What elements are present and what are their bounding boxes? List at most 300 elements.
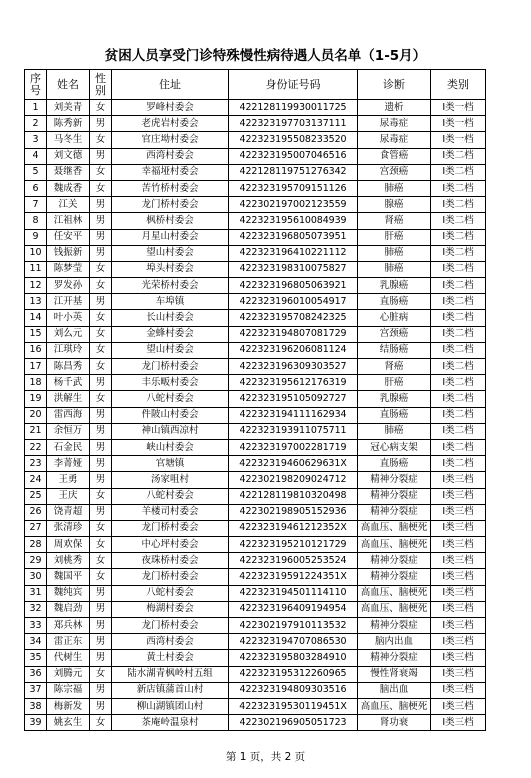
cell-category: Ⅰ类一档 [431, 132, 486, 148]
cell-diagnosis: 精神分裂症 [358, 472, 431, 488]
cell-gender: 女 [90, 132, 112, 148]
cell-diagnosis: 精神分裂症 [358, 553, 431, 569]
cell-name: 叶小英 [47, 310, 90, 326]
table-row [25, 261, 486, 277]
cell-index: 7 [25, 197, 47, 213]
cell-index: 11 [25, 261, 47, 277]
cell-name: 魏纯宾 [47, 585, 90, 601]
cell-address: 西湾村委会 [112, 148, 229, 164]
cell-diagnosis: 肾癌 [358, 213, 431, 229]
cell-index: 39 [25, 715, 47, 731]
cell-name: 魏成香 [47, 180, 90, 196]
cell-index: 37 [25, 682, 47, 698]
cell-category: Ⅰ类二档 [431, 245, 486, 261]
cell-name: 陈梦莹 [47, 261, 90, 277]
cell-gender: 女 [90, 553, 112, 569]
cell-gender: 男 [90, 682, 112, 698]
cell-id-number: 42232319460629631X [229, 456, 358, 472]
cell-gender: 女 [90, 520, 112, 536]
cell-gender: 男 [90, 472, 112, 488]
cell-category: Ⅰ类二档 [431, 342, 486, 358]
column-header-address: 住址 [112, 70, 229, 100]
cell-index: 28 [25, 537, 47, 553]
cell-address: 官庄坳村委会 [112, 132, 229, 148]
cell-name: 雷西海 [47, 407, 90, 423]
cell-gender: 男 [90, 116, 112, 132]
cell-address: 神山镇西凉村 [112, 423, 229, 439]
cell-address: 龙门桥村委会 [112, 569, 229, 585]
cell-category: Ⅰ类二档 [431, 164, 486, 180]
cell-name: 饶青超 [47, 504, 90, 520]
page-title: 贫困人员享受门诊特殊慢性病待遇人员名单（1-5月） [104, 48, 427, 64]
cell-name: 罗发孙 [47, 278, 90, 294]
cell-category: Ⅰ类二档 [431, 197, 486, 213]
cell-address: 茶庵岭温泉村 [112, 715, 229, 731]
cell-id-number: 422323195312260965 [229, 666, 358, 682]
cell-index: 34 [25, 634, 47, 650]
cell-diagnosis: 心脏病 [358, 310, 431, 326]
cell-name: 张清珍 [47, 520, 90, 536]
cell-category: Ⅰ类二档 [431, 148, 486, 164]
cell-index: 25 [25, 488, 47, 504]
cell-category: Ⅰ类二档 [431, 456, 486, 472]
cell-category: Ⅰ类三档 [431, 698, 486, 714]
table-row [25, 164, 486, 180]
cell-category: Ⅰ类二档 [431, 391, 486, 407]
table-row [25, 391, 486, 407]
cell-name: 江开基 [47, 294, 90, 310]
table-row [25, 407, 486, 423]
cell-id-number: 422128119930011725 [229, 100, 358, 116]
cell-id-number: 422323195508233520 [229, 132, 358, 148]
cell-name: 余恒万 [47, 423, 90, 439]
cell-category: Ⅰ类一档 [431, 116, 486, 132]
cell-id-number: 422323193911075711 [229, 423, 358, 439]
cell-address: 西湾村委会 [112, 634, 229, 650]
cell-name: 杨千武 [47, 375, 90, 391]
cell-diagnosis: 结肠癌 [358, 342, 431, 358]
cell-diagnosis: 精神分裂症 [358, 504, 431, 520]
cell-index: 24 [25, 472, 47, 488]
cell-id-number: 422323195803284910 [229, 650, 358, 666]
cell-index: 31 [25, 585, 47, 601]
cell-address: 埠头村委会 [112, 261, 229, 277]
cell-name: 江琪玲 [47, 342, 90, 358]
cell-index: 4 [25, 148, 47, 164]
column-header-category: 类别 [431, 70, 486, 100]
column-header-id-number: 身份证号码 [229, 70, 358, 100]
cell-address: 官塘镇 [112, 456, 229, 472]
table-row [25, 229, 486, 245]
cell-name: 雷正东 [47, 634, 90, 650]
cell-category: Ⅰ类二档 [431, 423, 486, 439]
cell-gender: 女 [90, 180, 112, 196]
cell-address: 望山村委会 [112, 342, 229, 358]
cell-gender: 女 [90, 310, 112, 326]
cell-name: 李菁娅 [47, 456, 90, 472]
cell-gender: 女 [90, 715, 112, 731]
cell-id-number: 422323196805073951 [229, 229, 358, 245]
table-row [25, 634, 486, 650]
table-row [25, 116, 486, 132]
table-row [25, 569, 486, 585]
cell-index: 22 [25, 439, 47, 455]
cell-diagnosis: 精神分裂症 [358, 650, 431, 666]
cell-name: 刘腾元 [47, 666, 90, 682]
cell-id-number: 422302197910113532 [229, 618, 358, 634]
cell-category: Ⅰ类二档 [431, 407, 486, 423]
cell-diagnosis: 尿毒症 [358, 116, 431, 132]
cell-index: 29 [25, 553, 47, 569]
cell-id-number: 422323195210121729 [229, 537, 358, 553]
table-row [25, 326, 486, 342]
cell-gender: 男 [90, 375, 112, 391]
cell-address: 汤家咀村 [112, 472, 229, 488]
cell-category: Ⅰ类三档 [431, 682, 486, 698]
cell-index: 3 [25, 132, 47, 148]
cell-gender: 男 [90, 245, 112, 261]
cell-diagnosis: 精神分裂症 [358, 569, 431, 585]
cell-diagnosis: 直肠癌 [358, 456, 431, 472]
cell-diagnosis: 肺癌 [358, 245, 431, 261]
cell-gender: 男 [90, 229, 112, 245]
cell-id-number: 422323195007046516 [229, 148, 358, 164]
cell-address: 八蛇村委会 [112, 488, 229, 504]
cell-diagnosis: 精神分裂症 [358, 618, 431, 634]
cell-gender: 男 [90, 504, 112, 520]
cell-diagnosis: 肺癌 [358, 261, 431, 277]
cell-gender: 女 [90, 537, 112, 553]
cell-address: 陆水湖青枫岭村五组 [112, 666, 229, 682]
cell-address: 羊楼司村委会 [112, 504, 229, 520]
cell-diagnosis: 食管癌 [358, 148, 431, 164]
cell-id-number: 422323194111162934 [229, 407, 358, 423]
cell-diagnosis: 乳腺癌 [358, 391, 431, 407]
cell-diagnosis: 冠心病支架 [358, 439, 431, 455]
cell-category: Ⅰ类二档 [431, 439, 486, 455]
cell-address: 枫桥村委会 [112, 213, 229, 229]
cell-category: Ⅰ类三档 [431, 585, 486, 601]
table-row [25, 682, 486, 698]
cell-diagnosis: 高血压、脑梗死 [358, 601, 431, 617]
cell-diagnosis: 乳腺癌 [358, 278, 431, 294]
cell-id-number: 422302197002123559 [229, 197, 358, 213]
cell-category: Ⅰ类三档 [431, 488, 486, 504]
cell-category: Ⅰ类三档 [431, 601, 486, 617]
cell-name: 陈昌秀 [47, 359, 90, 375]
cell-diagnosis: 脑内出血 [358, 634, 431, 650]
cell-category: Ⅰ类二档 [431, 359, 486, 375]
cell-name: 刘桃秀 [47, 553, 90, 569]
table-row [25, 472, 486, 488]
cell-id-number: 422323195709151126 [229, 180, 358, 196]
cell-id-number: 422128119751276342 [229, 164, 358, 180]
cell-category: Ⅰ类三档 [431, 650, 486, 666]
cell-index: 26 [25, 504, 47, 520]
table-row [25, 359, 486, 375]
cell-address: 罗峰村委会 [112, 100, 229, 116]
cell-address: 光荣桥村委会 [112, 278, 229, 294]
table-header-row [25, 70, 486, 100]
cell-diagnosis: 尿毒症 [358, 132, 431, 148]
cell-gender: 女 [90, 278, 112, 294]
table-row [25, 197, 486, 213]
cell-address: 老虎岩村委会 [112, 116, 229, 132]
cell-name: 陈秀新 [47, 116, 90, 132]
cell-index: 18 [25, 375, 47, 391]
cell-gender: 女 [90, 342, 112, 358]
cell-name: 石金民 [47, 439, 90, 455]
cell-address: 八蛇村委会 [112, 391, 229, 407]
cell-diagnosis: 慢性肾衰竭 [358, 666, 431, 682]
cell-diagnosis: 高血压、脑梗死 [358, 520, 431, 536]
cell-gender: 女 [90, 164, 112, 180]
cell-gender: 女 [90, 326, 112, 342]
cell-index: 6 [25, 180, 47, 196]
cell-category: Ⅰ类三档 [431, 520, 486, 536]
cell-id-number: 422323194809303516 [229, 682, 358, 698]
cell-id-number: 422323198310075827 [229, 261, 358, 277]
cell-category: Ⅰ类二档 [431, 213, 486, 229]
page-footer: 第 1 页，共 2 页 [225, 751, 306, 763]
cell-gender: 女 [90, 261, 112, 277]
table-row [25, 375, 486, 391]
cell-gender: 男 [90, 618, 112, 634]
cell-category: Ⅰ类二档 [431, 229, 486, 245]
cell-address: 月星山村委会 [112, 229, 229, 245]
cell-diagnosis: 脑出血 [358, 682, 431, 698]
cell-diagnosis: 直肠癌 [358, 294, 431, 310]
cell-index: 30 [25, 569, 47, 585]
cell-index: 5 [25, 164, 47, 180]
table-row [25, 132, 486, 148]
table-row [25, 100, 486, 116]
cell-index: 9 [25, 229, 47, 245]
cell-name: 江祖林 [47, 213, 90, 229]
cell-address: 新店镇蒲首山村 [112, 682, 229, 698]
cell-gender: 男 [90, 456, 112, 472]
cell-index: 20 [25, 407, 47, 423]
cell-gender: 男 [90, 294, 112, 310]
cell-address: 幸福垭村委会 [112, 164, 229, 180]
cell-address: 丰乐畈村委会 [112, 375, 229, 391]
cell-category: Ⅰ类二档 [431, 326, 486, 342]
cell-diagnosis: 高血压、脑梗死 [358, 698, 431, 714]
cell-category: Ⅰ类三档 [431, 569, 486, 585]
cell-id-number: 422128119810320498 [229, 488, 358, 504]
table-row [25, 504, 486, 520]
cell-name: 洪解生 [47, 391, 90, 407]
cell-category: Ⅰ类二档 [431, 278, 486, 294]
cell-id-number: 422323195708242325 [229, 310, 358, 326]
table-row [25, 439, 486, 455]
cell-diagnosis: 腺癌 [358, 197, 431, 213]
cell-diagnosis: 肺癌 [358, 423, 431, 439]
cell-diagnosis: 高血压、脑梗死 [358, 585, 431, 601]
cell-name: 任安平 [47, 229, 90, 245]
cell-gender: 男 [90, 585, 112, 601]
column-header-gender: 性别 [90, 70, 112, 100]
cell-name: 梅新发 [47, 698, 90, 714]
cell-id-number: 422323196010054917 [229, 294, 358, 310]
cell-address: 金蜂村委会 [112, 326, 229, 342]
table-row [25, 715, 486, 731]
cell-address: 夜珠桥村委会 [112, 553, 229, 569]
cell-category: Ⅰ类三档 [431, 618, 486, 634]
cell-category: Ⅰ类二档 [431, 310, 486, 326]
cell-name: 姚玄生 [47, 715, 90, 731]
table-row [25, 520, 486, 536]
cell-category: Ⅰ类三档 [431, 715, 486, 731]
cell-index: 35 [25, 650, 47, 666]
cell-address: 峡山村委会 [112, 439, 229, 455]
cell-gender: 女 [90, 569, 112, 585]
cell-gender: 男 [90, 650, 112, 666]
cell-index: 1 [25, 100, 47, 116]
cell-id-number: 422302198905152936 [229, 504, 358, 520]
cell-address: 龙门桥村委会 [112, 197, 229, 213]
table-row [25, 342, 486, 358]
cell-id-number: 422323196410221112 [229, 245, 358, 261]
cell-id-number: 422323195105092727 [229, 391, 358, 407]
cell-name: 刘文德 [47, 148, 90, 164]
table-body [25, 100, 486, 731]
cell-address: 龙门桥村委会 [112, 520, 229, 536]
cell-index: 32 [25, 601, 47, 617]
cell-index: 33 [25, 618, 47, 634]
cell-index: 16 [25, 342, 47, 358]
cell-index: 36 [25, 666, 47, 682]
cell-id-number: 422323196309303527 [229, 359, 358, 375]
cell-index: 12 [25, 278, 47, 294]
cell-index: 17 [25, 359, 47, 375]
cell-diagnosis: 高血压、脑梗死 [358, 537, 431, 553]
cell-gender: 男 [90, 213, 112, 229]
cell-id-number: 422302198209024712 [229, 472, 358, 488]
cell-gender: 男 [90, 197, 112, 213]
cell-name: 马冬生 [47, 132, 90, 148]
cell-category: Ⅰ类三档 [431, 634, 486, 650]
cell-diagnosis: 遗析 [358, 100, 431, 116]
cell-address: 柳山湖镇团山村 [112, 698, 229, 714]
cell-name: 王庆 [47, 488, 90, 504]
cell-id-number: 422323195610084939 [229, 213, 358, 229]
cell-name: 魏国平 [47, 569, 90, 585]
cell-diagnosis: 肾癌 [358, 359, 431, 375]
cell-diagnosis: 肾功衰 [358, 715, 431, 731]
cell-diagnosis: 精神分裂症 [358, 488, 431, 504]
cell-gender: 男 [90, 601, 112, 617]
cell-index: 27 [25, 520, 47, 536]
cell-address: 望山村委会 [112, 245, 229, 261]
table-row [25, 180, 486, 196]
cell-category: Ⅰ类三档 [431, 553, 486, 569]
table-row [25, 213, 486, 229]
cell-name: 代树生 [47, 650, 90, 666]
cell-id-number: 422302196905051723 [229, 715, 358, 731]
table-row [25, 537, 486, 553]
cell-id-number: 422323197002281719 [229, 439, 358, 455]
cell-gender: 女 [90, 359, 112, 375]
cell-category: Ⅰ类一档 [431, 100, 486, 116]
cell-index: 2 [25, 116, 47, 132]
cell-id-number: 422323194501114110 [229, 585, 358, 601]
table-row [25, 456, 486, 472]
cell-diagnosis: 肺癌 [358, 180, 431, 196]
cell-index: 14 [25, 310, 47, 326]
table-row [25, 553, 486, 569]
cell-name: 郑兵林 [47, 618, 90, 634]
table-row [25, 650, 486, 666]
table-row [25, 601, 486, 617]
cell-name: 王勇 [47, 472, 90, 488]
cell-index: 10 [25, 245, 47, 261]
cell-category: Ⅰ类二档 [431, 294, 486, 310]
cell-gender: 男 [90, 698, 112, 714]
cell-name: 刘么元 [47, 326, 90, 342]
cell-gender: 女 [90, 488, 112, 504]
cell-address: 龙门桥村委会 [112, 618, 229, 634]
cell-id-number: 422323196206081124 [229, 342, 358, 358]
cell-gender: 男 [90, 439, 112, 455]
table-row [25, 666, 486, 682]
cell-index: 38 [25, 698, 47, 714]
cell-name: 刘美青 [47, 100, 90, 116]
cell-index: 23 [25, 456, 47, 472]
cell-address: 车埠镇 [112, 294, 229, 310]
cell-name: 陈宗福 [47, 682, 90, 698]
cell-address: 龙门桥村委会 [112, 359, 229, 375]
column-header-diagnosis: 诊断 [358, 70, 431, 100]
cell-diagnosis: 肝癌 [358, 375, 431, 391]
cell-index: 21 [25, 423, 47, 439]
roster-table [24, 69, 486, 731]
cell-name: 周欢保 [47, 537, 90, 553]
cell-id-number: 422323196005253524 [229, 553, 358, 569]
cell-category: Ⅰ类三档 [431, 504, 486, 520]
cell-name: 聂继香 [47, 164, 90, 180]
table-row [25, 278, 486, 294]
cell-name: 魏启劲 [47, 601, 90, 617]
table-row [25, 488, 486, 504]
cell-category: Ⅰ类三档 [431, 537, 486, 553]
cell-address: 八蛇村委会 [112, 585, 229, 601]
cell-diagnosis: 肝癌 [358, 229, 431, 245]
cell-diagnosis: 宫颈癌 [358, 326, 431, 342]
cell-name: 江关 [47, 197, 90, 213]
cell-gender: 男 [90, 634, 112, 650]
cell-index: 15 [25, 326, 47, 342]
cell-id-number: 422323194807081729 [229, 326, 358, 342]
cell-gender: 男 [90, 423, 112, 439]
cell-address: 件陂山村委会 [112, 407, 229, 423]
cell-address: 长山村委会 [112, 310, 229, 326]
cell-id-number: 42232319591224351X [229, 569, 358, 585]
cell-id-number: 422323195612176319 [229, 375, 358, 391]
cell-index: 13 [25, 294, 47, 310]
cell-id-number: 422323196805063921 [229, 278, 358, 294]
cell-diagnosis: 宫颈癌 [358, 164, 431, 180]
cell-address: 梅湖村委会 [112, 601, 229, 617]
cell-gender: 女 [90, 666, 112, 682]
cell-gender: 女 [90, 391, 112, 407]
table-row [25, 294, 486, 310]
table-row [25, 698, 486, 714]
cell-gender: 女 [90, 100, 112, 116]
table-row [25, 585, 486, 601]
cell-gender: 男 [90, 407, 112, 423]
cell-category: Ⅰ类三档 [431, 666, 486, 682]
